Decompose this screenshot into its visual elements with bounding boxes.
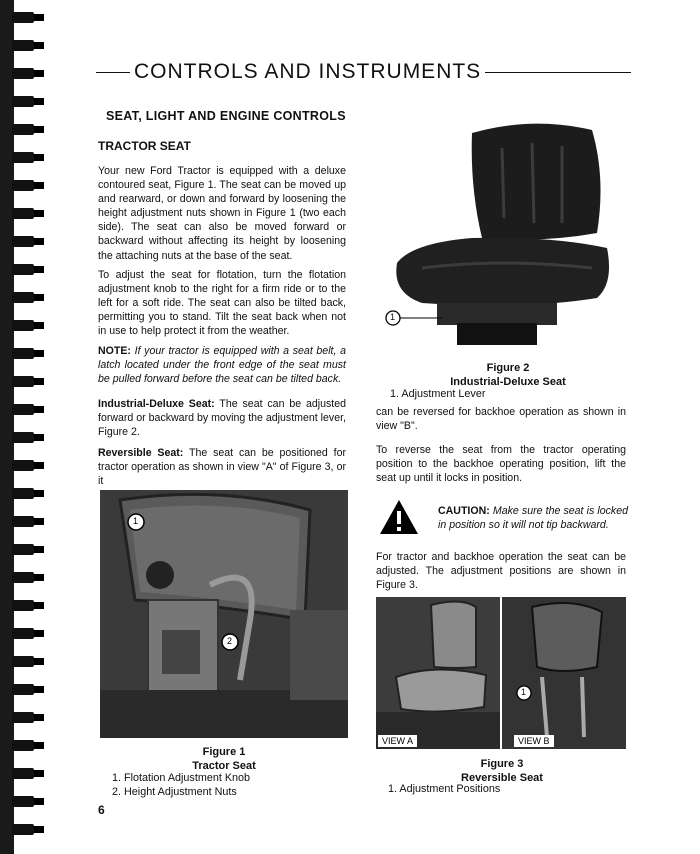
figure3-label: Figure 3 [480,758,524,770]
figure3-item-1: 1. Adjustment Positions [388,783,501,795]
note-label: NOTE: [98,345,131,357]
binding-ring [12,824,34,835]
binding-ring [12,488,34,499]
binding-ring [12,460,34,471]
binding-ring [12,208,34,219]
reversible-label: Reversible Seat: [98,447,184,459]
figure1-photo [100,490,348,738]
page-title [96,60,656,84]
title-text: CONTROLS AND INSTRUMENTS [134,60,482,83]
binding-ring [12,600,34,611]
binding-ring [12,152,34,163]
tractor-seat-illustration [100,490,348,738]
binding-ring [12,740,34,751]
view-b-label: VIEW B [514,735,554,747]
caution-icon [378,498,420,541]
binding-ring [12,796,34,807]
figure1-title: Tractor Seat [192,760,256,772]
binding-ring [12,656,34,667]
figure3-caption [404,757,600,785]
binding-ring [12,320,34,331]
spiral-binding [0,0,60,854]
binding-ring [12,12,34,23]
figure2-callout-1: 1 [390,312,396,322]
reversible-paragraph [98,446,346,488]
binding-ring [12,292,34,303]
binding-ring [12,96,34,107]
figure3-view-b [502,597,626,749]
title-rule-left [96,72,130,73]
binding-ring [12,236,34,247]
figure1-caption [100,745,348,773]
binding-ring [12,684,34,695]
backhoe-paragraph: can be reversed for backhoe operation as shown in view "B". [376,406,626,433]
figure1-item-2: 2. Height Adjustment Nuts [112,786,237,798]
figure2-title: Industrial-Deluxe Seat [450,376,566,388]
figure3-callout-1: 1 [521,687,527,697]
binding-ring [12,712,34,723]
note-paragraph [98,344,346,386]
binding-ring [12,376,34,387]
section-heading: SEAT, LIGHT AND ENGINE CONTROLS [106,109,346,123]
caution-label: CAUTION: [438,505,490,517]
figure1-label: Figure 1 [202,746,246,758]
binding-ring [12,432,34,443]
figure3-photo [376,597,626,749]
figure3-view-a [376,597,500,749]
figure1-item-1: 1. Flotation Adjustment Knob [112,772,251,784]
binding-ring [12,404,34,415]
note-text: If your tractor is equipped with a seat belt, a latch located under the front edge of the seat must be pulled forward before the seat can be tilted back. [98,345,346,386]
binding-ring [12,40,34,51]
figure3-legend [388,782,500,796]
deluxe-paragraph [98,397,346,439]
figure1-callout-1: 1 [133,516,139,526]
title-rule-right [485,72,631,73]
subsection-heading: TRACTOR SEAT [98,139,191,153]
figure2-label: Figure 2 [486,362,530,374]
binding-ring [12,264,34,275]
deluxe-text: The seat can be adjusted forward or backward by moving the adjustment lever, Figure 2. [98,398,347,439]
caution-paragraph [438,504,628,532]
deluxe-seat-illustration [382,118,622,353]
binding-ring [12,180,34,191]
binding-ring [12,628,34,639]
intro-paragraph: Your new Ford Tractor is equipped with a deluxe contoured seat, Figure 1. The seat can be moved up and rearward, or down and forward by loosening the height adjustment nuts shown in Figure 1 (two each side). The seat can also be moved forward or backward without affecting its height by loosening the attaching nuts at the base of the seat. [98,165,346,262]
flotation-paragraph: To adjust the seat for flotation, turn the flotation adjustment knob to the right for a firm ride or to the left for a soft ride. The seat can also be tilted back, permitting you to stand. Tilt the seat back when not in use to help protect it from the weather. [98,269,346,338]
reverse-seat-paragraph: To reverse the seat from the tractor operating position to the backhoe operating position, lift the seat up until it locks in position. [376,444,626,485]
figure2-legend [390,387,485,401]
binding-ring [12,572,34,583]
binding-ring [12,124,34,135]
binding-ring [12,348,34,359]
figure2-item-1: 1. Adjustment Lever [390,388,486,400]
figure2-photo [382,118,622,353]
view-a-label: VIEW A [378,735,417,747]
figure2-caption [410,361,606,389]
figure1-callout-2: 2 [227,636,233,646]
binding-ring [12,544,34,555]
binding-ring [12,516,34,527]
binding-ring [12,768,34,779]
figure1-legend [112,771,250,799]
page-number: 6 [98,803,105,817]
deluxe-label: Industrial-Deluxe Seat: [98,398,215,410]
caution-text: Make sure the seat is locked in position so it will not tip backward. [438,505,628,532]
reversible-text: The seat can be positioned for tractor operation as shown in view "A" of Figure 3, or it [98,447,346,488]
figure3-title: Reversible Seat [461,772,543,784]
adjustment-paragraph: For tractor and backhoe operation the seat can be adjusted. The adjustment positions are shown in Figure 3. [376,551,626,592]
binding-ring [12,68,34,79]
